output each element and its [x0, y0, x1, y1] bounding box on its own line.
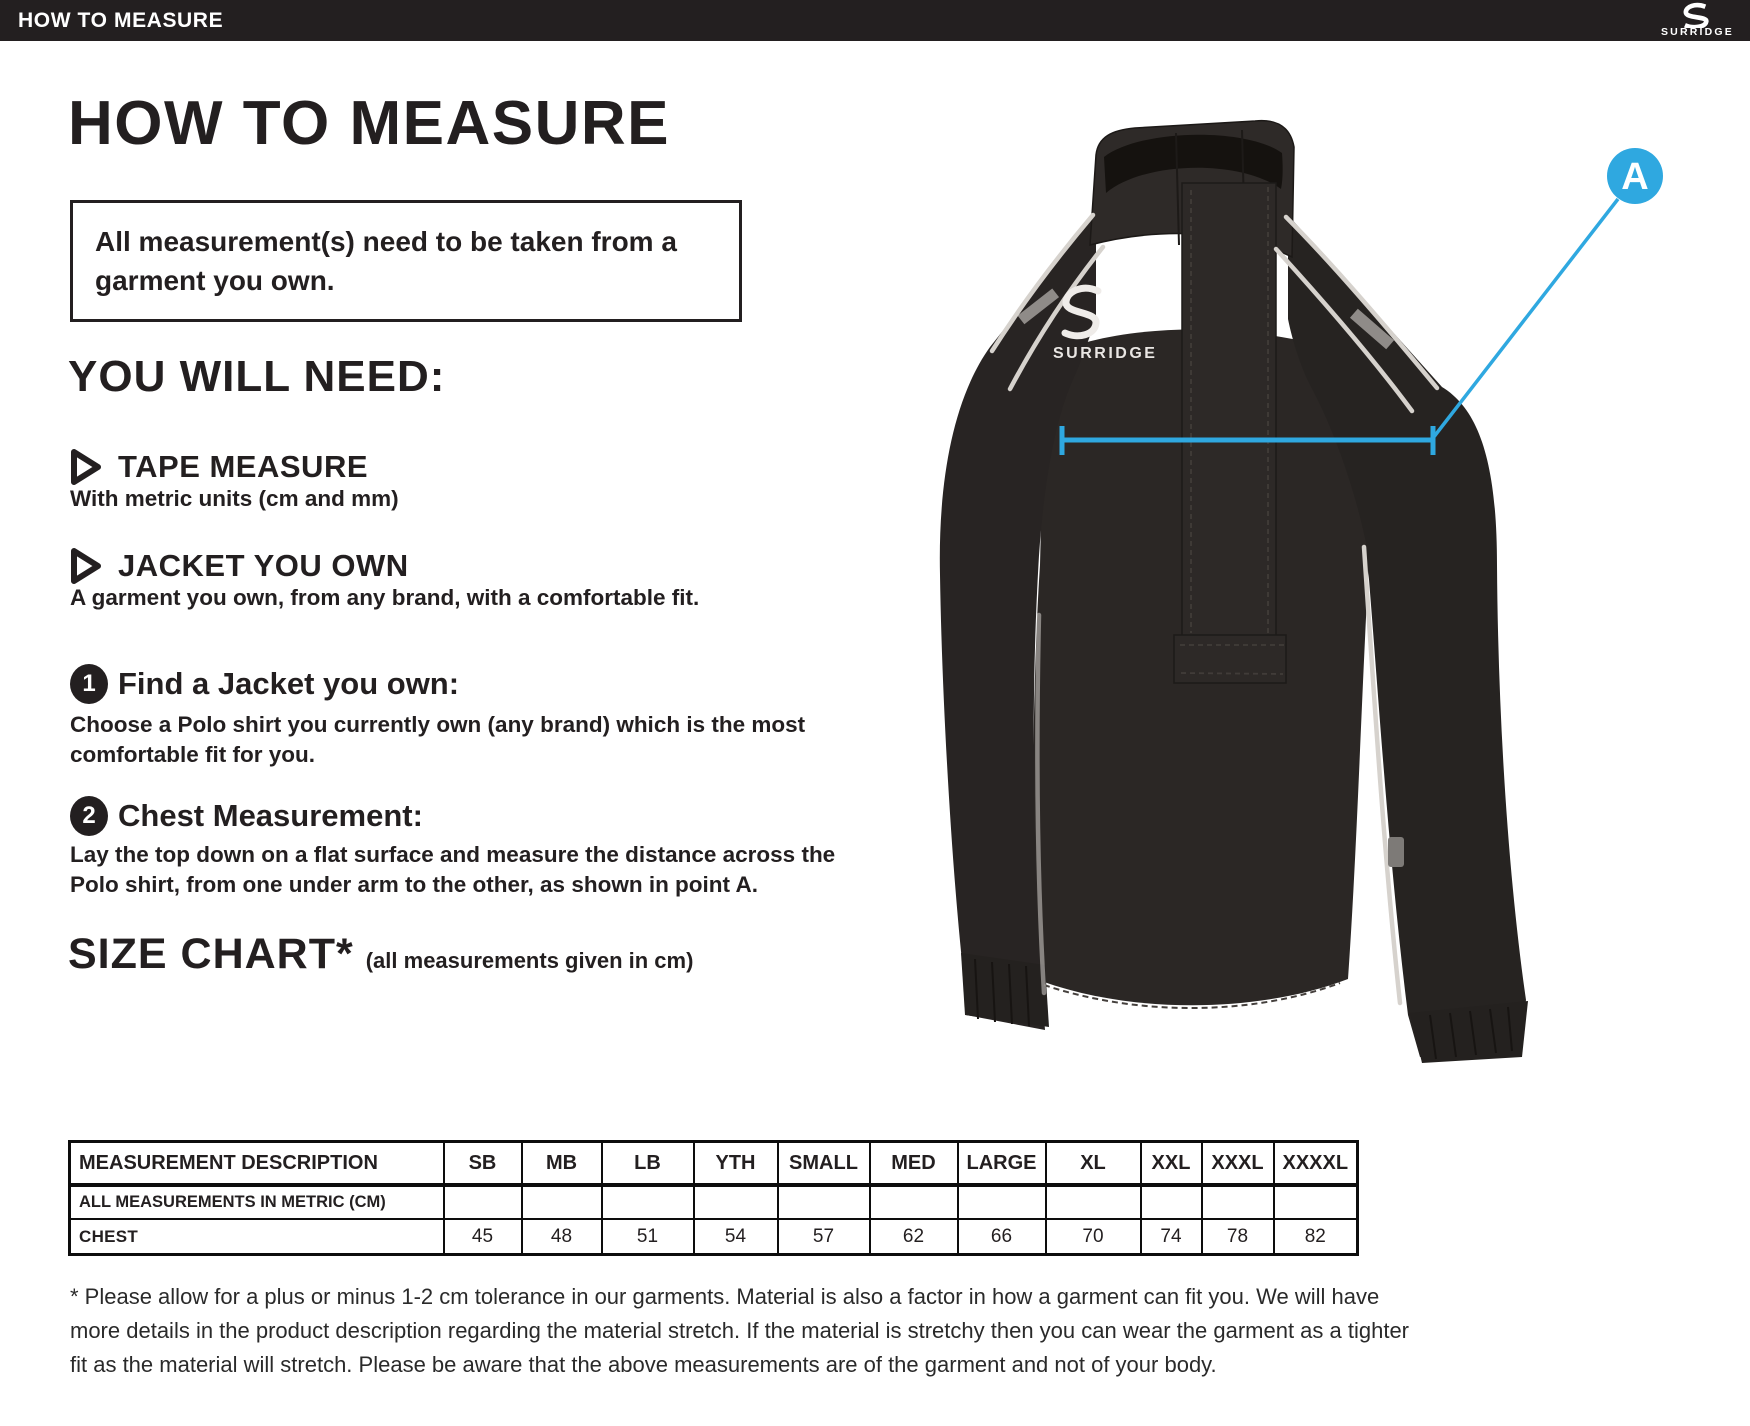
surridge-s-icon [1680, 2, 1714, 28]
chest-value: 51 [602, 1219, 694, 1255]
chest-value: 57 [778, 1219, 870, 1255]
jacket-left-cuff [961, 953, 1049, 1027]
need-item-label: JACKET YOU OWN [118, 548, 409, 583]
jacket-storm-flap-end [1174, 635, 1286, 683]
step-number-badge: 1 [70, 664, 108, 704]
jacket-product-image [840, 95, 1720, 1105]
need-item-jacket [70, 547, 409, 585]
triangle-bullet-icon [70, 547, 102, 585]
size-chart-header-row [70, 1142, 1358, 1186]
svg-text:SURRIDGE: SURRIDGE [1053, 345, 1158, 362]
chest-value: 74 [1141, 1219, 1202, 1255]
triangle-bullet-icon [70, 448, 102, 486]
need-item-tape-measure [70, 448, 368, 486]
column-header: LB [602, 1142, 694, 1186]
column-header: MEASUREMENT DESCRIPTION [70, 1142, 444, 1186]
column-header: YTH [694, 1142, 778, 1186]
chest-value: 45 [444, 1219, 522, 1255]
column-header: SB [444, 1142, 522, 1186]
chest-value: 78 [1202, 1219, 1274, 1255]
column-header: LARGE [958, 1142, 1046, 1186]
column-header: XL [1046, 1142, 1141, 1186]
step-2 [70, 796, 423, 836]
column-header: SMALL [778, 1142, 870, 1186]
top-bar [0, 0, 1750, 41]
metric-note: ALL MEASUREMENTS IN METRIC (CM) [70, 1185, 444, 1219]
column-header: MB [522, 1142, 602, 1186]
size-chart-table [68, 1140, 1359, 1256]
step-title: Chest Measurement: [118, 798, 423, 833]
chest-value: 66 [958, 1219, 1046, 1255]
jacket-side-tag [1388, 837, 1404, 867]
need-item-desc: A garment you own, from any brand, with a comfortable fit. [70, 585, 700, 610]
need-item-desc: With metric units (cm and mm) [70, 486, 399, 511]
you-will-need-heading: YOU WILL NEED: [68, 352, 446, 401]
step-description: Lay the top down on a flat surface and measure the distance across the Polo shirt, from one under arm to the other, as shown in point A. [70, 842, 836, 897]
chest-value: 48 [522, 1219, 602, 1255]
chest-value: 54 [694, 1219, 778, 1255]
note-text: All measurement(s) need to be taken from a garment you own. [95, 226, 677, 296]
step-1 [70, 664, 459, 704]
column-header: XXXXL [1274, 1142, 1358, 1186]
chest-value: 82 [1274, 1219, 1358, 1255]
chest-value: 70 [1046, 1219, 1141, 1255]
size-chart-heading [68, 930, 693, 979]
size-chart-title: SIZE CHART* [68, 930, 354, 978]
metric-note-row [70, 1185, 1358, 1219]
note-box [70, 200, 742, 322]
row-label: CHEST [70, 1219, 444, 1255]
svg-text:A: A [1621, 156, 1649, 198]
brand-logo [1661, 2, 1734, 38]
step-number-badge: 2 [70, 796, 108, 836]
column-header: XXXL [1202, 1142, 1274, 1186]
step-description: Choose a Polo shirt you currently own (any brand) which is the most comfortable fit for you. [70, 712, 806, 767]
chest-value: 62 [870, 1219, 958, 1255]
page-title: HOW TO MEASURE [68, 89, 670, 158]
need-item-label: TAPE MEASURE [118, 449, 369, 484]
size-chart-subtitle: (all measurements given in cm) [365, 948, 694, 973]
jacket-storm-flap [1182, 183, 1276, 639]
table-row-chest [70, 1219, 1358, 1255]
top-bar-title: HOW TO MEASURE [18, 8, 224, 32]
column-header: XXL [1141, 1142, 1202, 1186]
tolerance-footnote: * Please allow for a plus or minus 1-2 cm tolerance in our garments. Material is also a factor in how a garment can fit you. We will have more details in the product description regarding the material stretch. If the material is stretchy then you can wear the garment as a tighter fit as the material will stretch. Please be aware that the above measurements are of the garment and not of your body. [70, 1284, 1410, 1377]
step-title: Find a Jacket you own: [118, 666, 460, 701]
column-header: MED [870, 1142, 958, 1186]
brand-logo-text: SURRIDGE [1660, 26, 1734, 38]
jacket-illustration [840, 95, 1720, 1105]
